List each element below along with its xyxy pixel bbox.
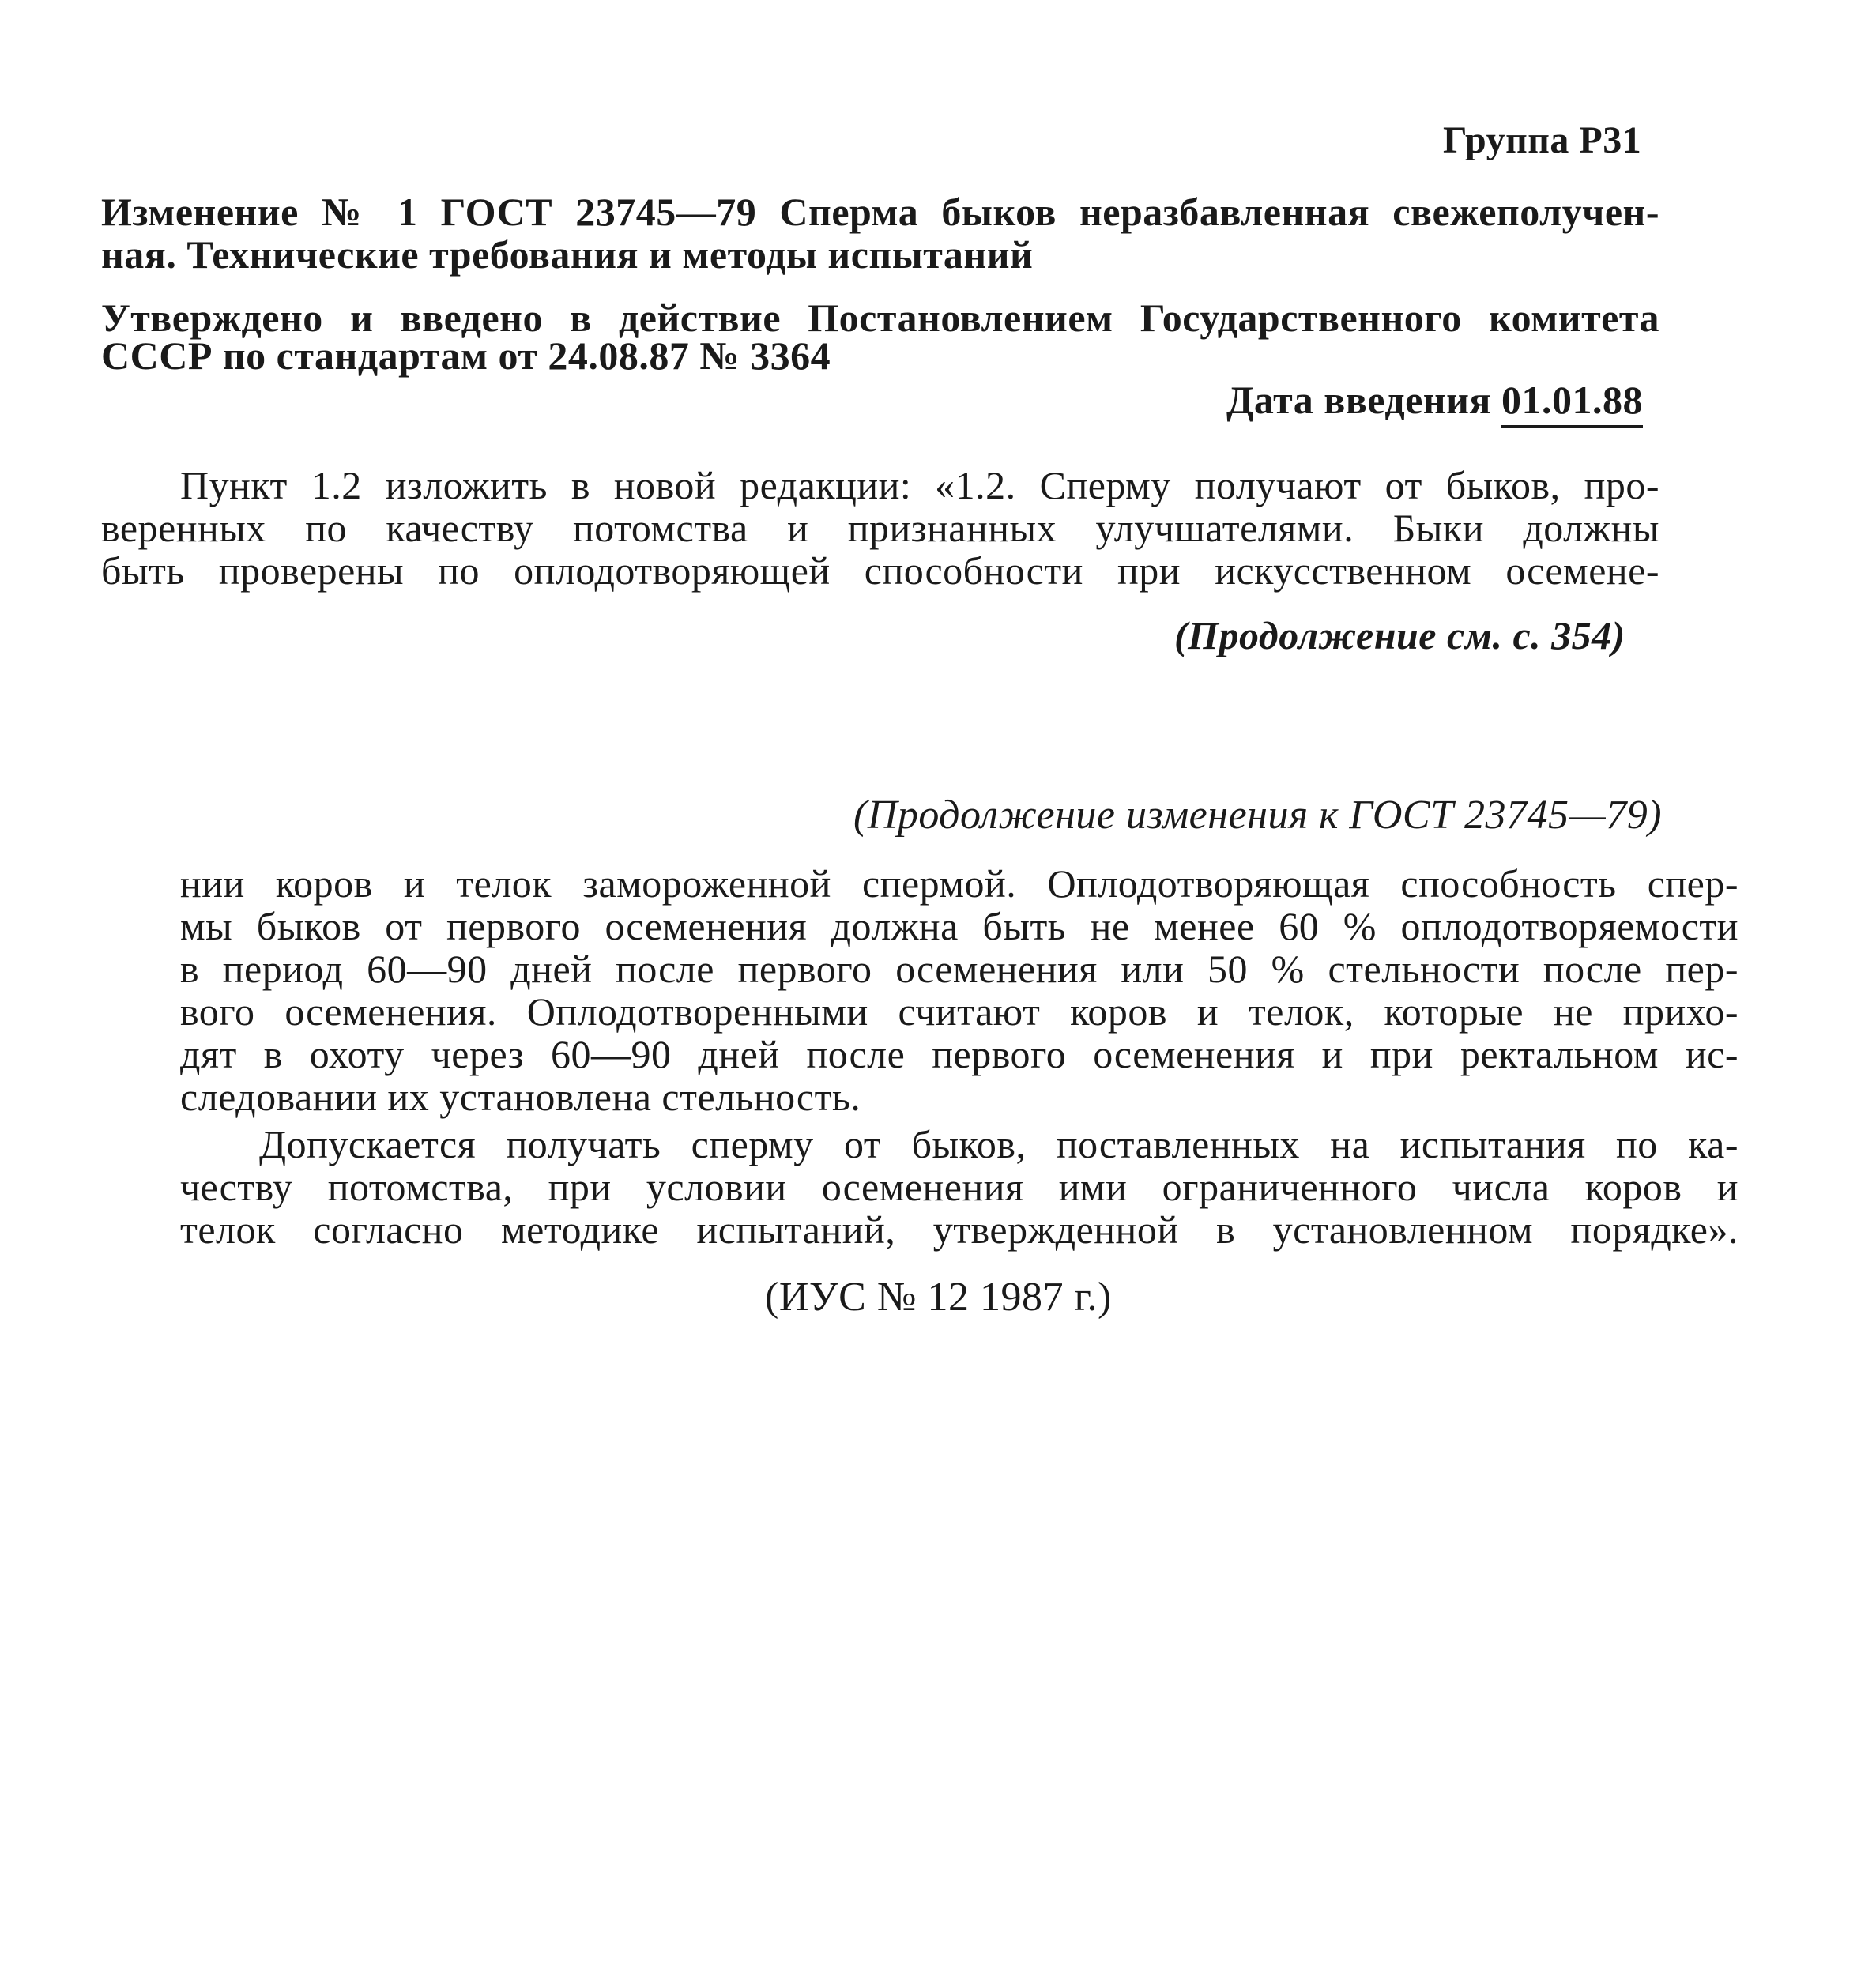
- p2-paragraph2-line-3: телок согласно методике испытаний, утвержденной в установленном порядке».: [180, 1207, 1739, 1252]
- p2-paragraph2-line-1: Допускается получать сперму от быков, поставленных на испытания по ка-: [259, 1122, 1739, 1166]
- approval-line-1: Утверждено и введено в действие Постановлением Государственного комитета: [101, 296, 1659, 340]
- p2-paragraph1-line-5: дят в охоту через 60—90 дней после первого осеменения и при ректальном ис-: [180, 1032, 1739, 1076]
- continuation-header: (Продолжение изменения к ГОСТ 23745—79): [853, 793, 1663, 838]
- paragraph-line-1: Пункт 1.2 изложить в новой редакции: «1.2. Сперму получают от быков, про-: [180, 463, 1659, 507]
- paragraph-line-3: быть проверены по оплодотворяющей способности при искусственном осемене-: [101, 548, 1659, 593]
- p2-paragraph1-line-4: вого осеменения. Оплодотворенными считают коров и телок, которые не прихо-: [180, 989, 1739, 1034]
- effective-date-label: Дата введения: [1226, 378, 1491, 422]
- continuation-note: (Продолжение см. с. 354): [1174, 613, 1625, 657]
- p2-paragraph1-line-3: в период 60—90 дней после первого осеменения или 50 % стельности после пер-: [180, 947, 1739, 991]
- title-line-2: ная. Технические требования и методы испытаний: [101, 232, 1034, 277]
- p2-paragraph1-line-2: мы быков от первого осеменения должна быть не менее 60 % оплодотворяемости: [180, 904, 1739, 948]
- group-code: Группа Р31: [1443, 119, 1642, 161]
- paragraph-line-2: веренных по качеству потомства и признанных улучшателями. Быки должны: [101, 506, 1659, 550]
- p2-paragraph1-line-1: нии коров и телок замороженной спермой. Оплодотворяющая способность спер-: [180, 861, 1739, 906]
- p2-paragraph1-line-6: следовании их установлена стельность.: [180, 1075, 861, 1119]
- approval-line-2: СССР по стандартам от 24.08.87 № 3364: [101, 333, 831, 378]
- p2-paragraph2-line-2: честву потомства, при условии осеменения ими ограниченного числа коров и: [180, 1165, 1739, 1209]
- effective-date-value: 01.01.88: [1501, 378, 1643, 428]
- source-reference: (ИУС № 12 1987 г.): [765, 1275, 1112, 1320]
- title-line-1: Изменение № 1 ГОСТ 23745—79 Сперма быков неразбавленная свежеполучен-: [101, 190, 1659, 234]
- effective-date: [1226, 378, 1643, 428]
